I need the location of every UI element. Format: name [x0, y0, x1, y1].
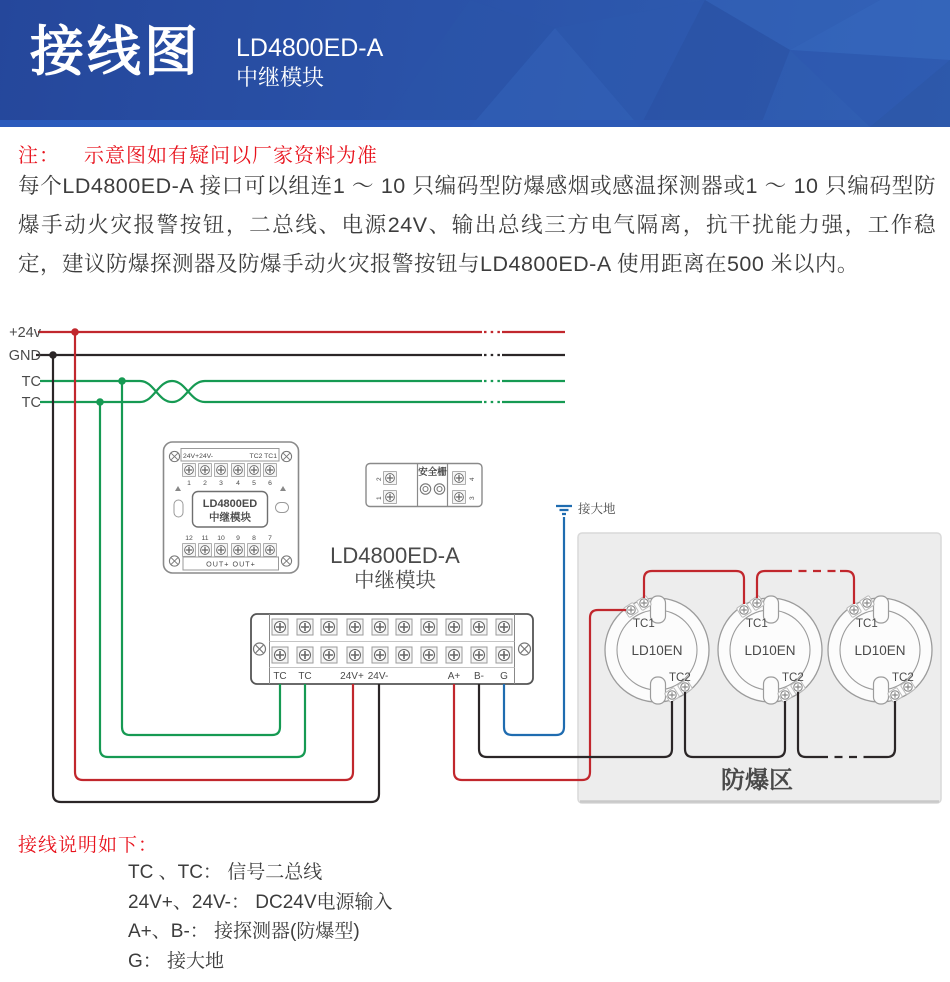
small-module-top-left-label: 24V+24V-: [183, 453, 214, 460]
bus-labels: [9, 325, 42, 411]
detector-3-tc1-label: TC1: [856, 618, 878, 630]
model-number: LD4800ED-A: [236, 34, 384, 62]
barrier-terminal-1: 1: [376, 496, 383, 500]
safety-barrier: [366, 464, 482, 507]
detector-1-name: LD10EN: [631, 643, 683, 658]
zone-label: 防爆区: [721, 767, 793, 794]
earth-icon: [556, 506, 572, 514]
svg-text:4: 4: [236, 480, 240, 487]
legend: [18, 830, 393, 972]
legend-item-tc: TC 、TC： 信号二总线: [128, 862, 323, 883]
detector-1-tc2-label: TC2: [669, 672, 691, 684]
main-module-title: [330, 543, 460, 592]
small-module-top-right-label: TC2 TC1: [249, 453, 277, 460]
description-paragraph: 每个LD4800ED-A 接口可以组连1 ～ 10 只编码型防爆感烟或感温探测器或1 ～ 10 只编码型防爆手动火灾报警按钮，二总线、电源24V、输出总线三方电气隔离，抗干扰能力强，工作稳定，建议防爆探测器及防爆手动火灾报警按钮与LD4800ED-A 使用距离在500 米以内。: [18, 174, 936, 276]
terminal-label-bm: B-: [474, 671, 484, 682]
junction-dots: [49, 328, 126, 406]
svg-text:11: 11: [201, 535, 209, 542]
note-line: [18, 139, 378, 168]
barrier-terminal-3: 3: [469, 496, 476, 500]
detector-1-tc1-label: TC1: [633, 618, 655, 630]
header-subtitle: [236, 33, 383, 93]
header-banner: [0, 0, 950, 127]
detector-2-name: LD10EN: [744, 643, 796, 658]
bus-lines: [36, 332, 565, 402]
legend-title: 接线说明如下：: [18, 835, 159, 856]
svg-text:5: 5: [252, 480, 256, 487]
small-module: [164, 442, 299, 573]
header-accent-strip: [0, 120, 860, 127]
svg-text:2: 2: [203, 480, 207, 487]
note-text: 示意图如有疑问以厂家资料为准: [84, 145, 378, 167]
legend-items: [128, 858, 628, 976]
legend-item-ab: A+、B-： 接探测器(防爆型): [128, 921, 360, 942]
terminal-label-24vp: 24V+: [340, 671, 364, 682]
module-name: 中继模块: [236, 65, 325, 90]
svg-text:10: 10: [217, 535, 225, 542]
main-terminal-block: [251, 614, 533, 684]
main-module-title-line1: LD4800ED-A: [330, 543, 460, 568]
svg-text:12: 12: [185, 535, 193, 542]
note-label: 注：: [18, 145, 60, 167]
barrier-label: 安全栅: [418, 467, 447, 478]
wiring-diagram: [0, 315, 950, 820]
svg-text:8: 8: [252, 535, 256, 542]
bus-label-24v: +24v: [9, 325, 41, 341]
legend-item-g: G： 接大地: [128, 950, 225, 972]
small-module-bottom-label: OUT+ OUT+: [206, 559, 256, 569]
detector-2-tc2-label: TC2: [782, 672, 804, 684]
svg-text:7: 7: [268, 535, 272, 542]
svg-text:6: 6: [268, 480, 272, 487]
small-module-name-line1: LD4800ED: [202, 498, 258, 510]
barrier-terminal-4: 4: [469, 477, 476, 481]
detector-3-name: LD10EN: [854, 643, 906, 658]
terminal-label-tc1: TC: [273, 671, 287, 682]
detector-2-tc1-label: TC1: [746, 618, 768, 630]
bus-label-tc2: TC: [21, 395, 41, 411]
small-module-name-line2: 中继模块: [209, 511, 251, 524]
terminal-label-24vm: 24V-: [367, 671, 389, 682]
svg-text:1: 1: [187, 480, 191, 487]
legend-item-24v: 24V+、24V-： DC24V电源输入: [128, 891, 393, 913]
earth-ground: [556, 501, 616, 516]
earth-label: 接大地: [578, 502, 616, 516]
svg-text:3: 3: [219, 480, 223, 487]
detector-3-tc2-label: TC2: [892, 672, 914, 684]
bus-label-gnd: GND: [8, 348, 41, 364]
terminal-label-ap: A+: [447, 671, 461, 682]
page-title: 接线图: [30, 22, 201, 82]
svg-text:9: 9: [236, 535, 240, 542]
main-module-title-line2: 中继模块: [354, 569, 436, 592]
terminal-label-g: G: [500, 671, 508, 682]
bus-label-tc1: TC: [21, 374, 41, 390]
terminal-label-tc2: TC: [298, 671, 312, 682]
barrier-terminal-2: 2: [376, 477, 383, 481]
